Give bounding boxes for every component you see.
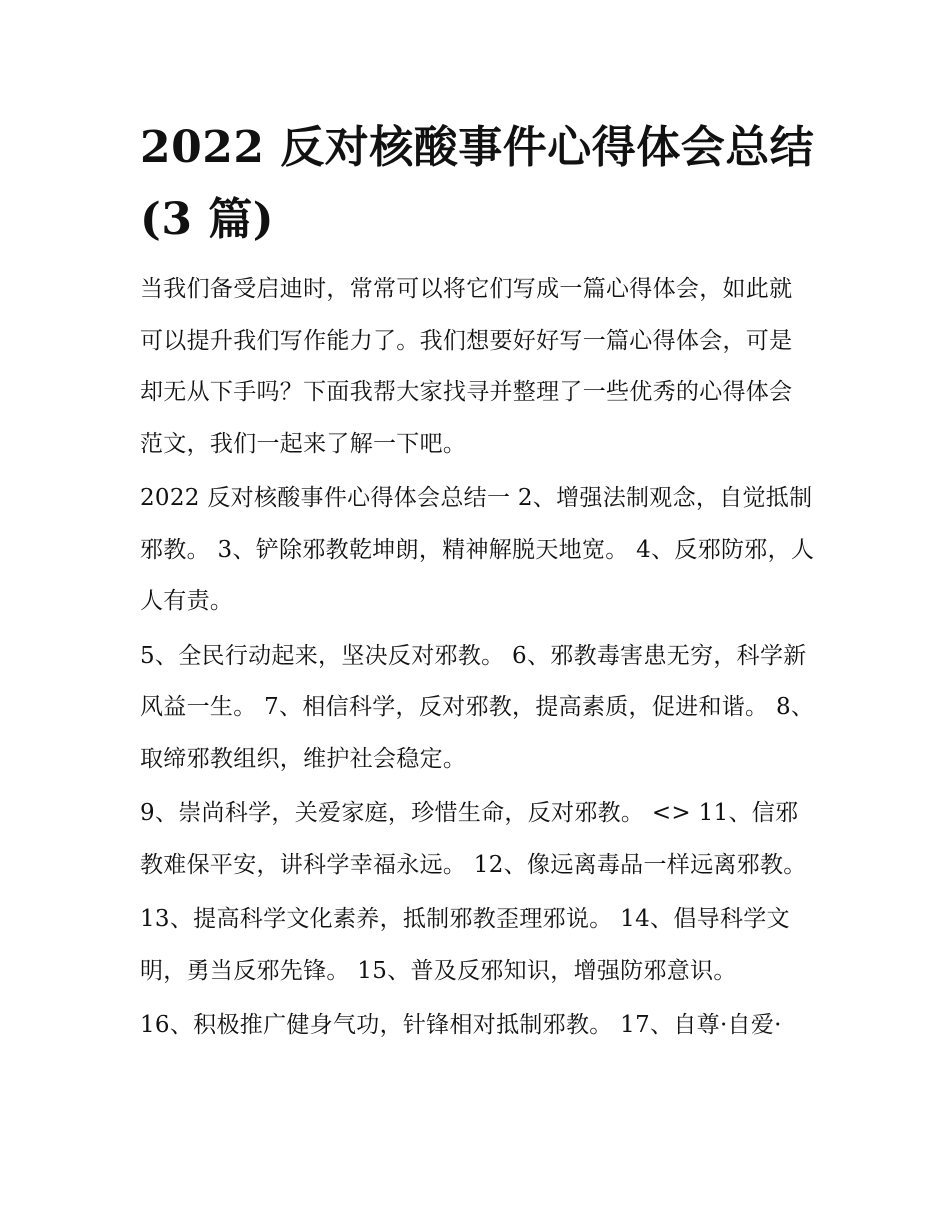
- paragraph-items-16-17: 16、积极推广健身气功，针锋相对抵制邪教。 17、自尊·自爱·: [140, 1012, 782, 1038]
- document-title: 2022 反对核酸事件心得体会总结(3 篇): [140, 122, 815, 245]
- paragraph-intro: 当我们备受启迪时，常常可以将它们写成一篇心得体会，如此就可以提升我们写作能力了。我们想要好好写一篇心得体会，可是却无从下手吗？下面我帮大家找寻并整理了一些优秀的心得体会范文，我们一起来了解一下吧。: [140, 276, 793, 457]
- paragraph-items-5-8: 5、全民行动起来，坚决反对邪教。 6、邪教毒害患无穷，科学新风益一生。 7、相信科学，反对邪教，提高素质，促进和谐。 8、取缔邪教组织，维护社会稳定。: [140, 642, 815, 772]
- paragraph-items-9-12: 9、崇尚科学，关爱家庭，珍惜生命，反对邪教。 <> 11、信邪教难保平安，讲科学幸福永远。 12、像远离毒品一样远离邪教。: [140, 800, 807, 878]
- document-body: [140, 112, 815, 1055]
- paragraph-items-13-15: 13、提高科学文化素养，抵制邪教歪理邪说。 14、倡导科学文明，勇当反邪先锋。 15、普及反邪知识，增强防邪意识。: [140, 906, 790, 984]
- paragraph-summary-1: 2022 反对核酸事件心得体会总结一 2、增强法制观念，自觉抵制邪教。 3、铲除邪教乾坤朗，精神解脱天地宽。 4、反邪防邪，人人有责。: [140, 485, 815, 614]
